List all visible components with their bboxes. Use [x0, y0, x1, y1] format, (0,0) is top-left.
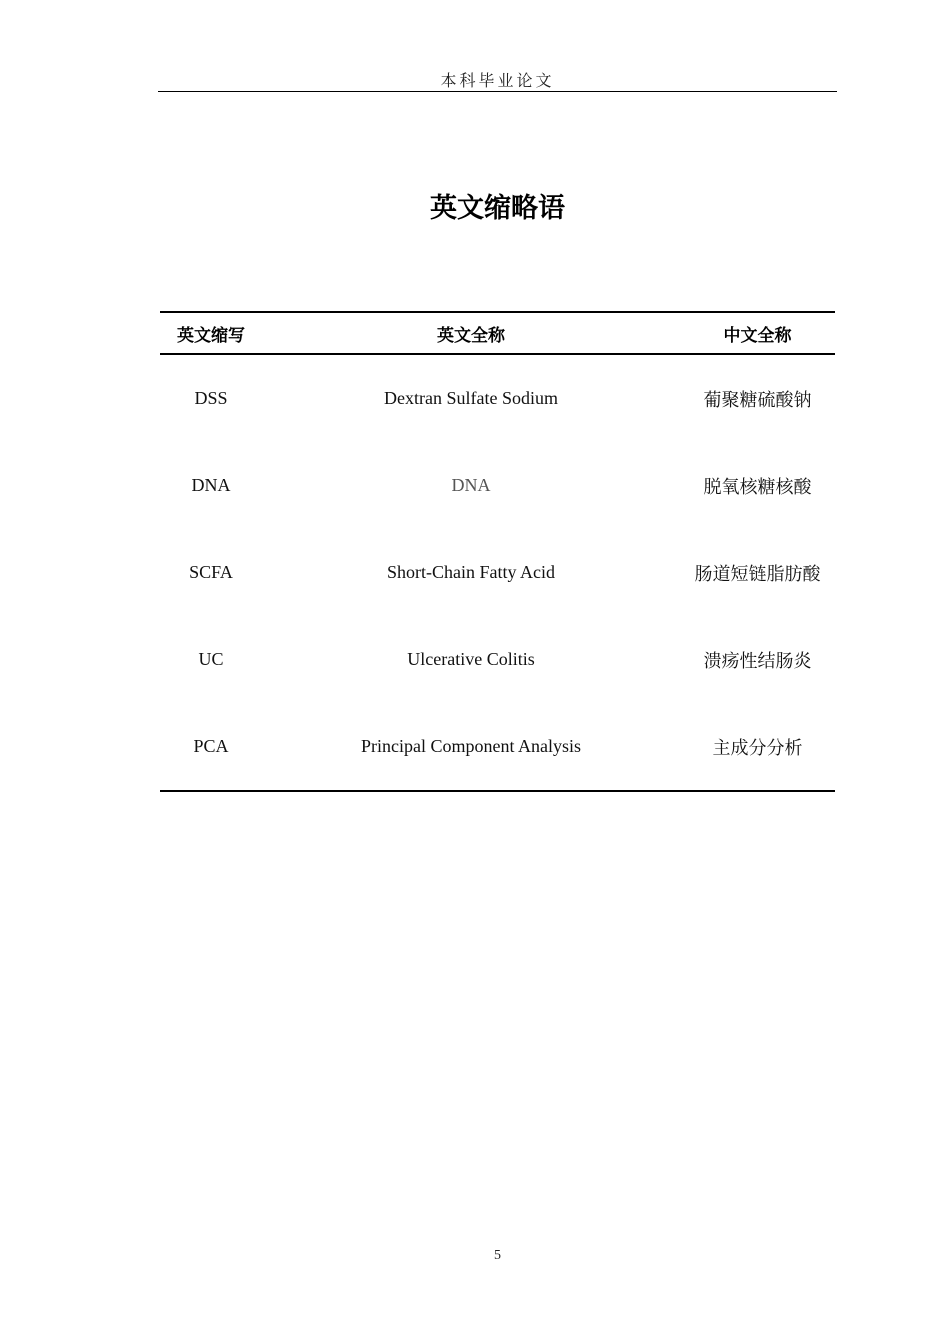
abbreviation-cell: UC: [198, 649, 224, 669]
column-header-abbreviation: 英文缩写: [160, 312, 262, 354]
english-name-cell: DNA: [451, 475, 491, 495]
chinese-name-cell: 溃疡性结肠炎: [703, 650, 812, 672]
chinese-name-cell: 脱氧核糖核酸: [703, 476, 812, 498]
page-number: 5: [494, 1248, 501, 1263]
abbreviation-cell: PCA: [193, 736, 229, 756]
column-header-chinese-full-name: 中文全称: [680, 312, 835, 354]
header-rule: [158, 91, 837, 92]
running-header: 本科毕业论文: [440, 71, 555, 90]
page-title: 英文缩略语: [430, 193, 565, 224]
column-header-english-full-name: 英文全称: [262, 312, 680, 354]
chinese-name-cell: 葡聚糖硫酸钠: [703, 389, 812, 411]
abbreviation-cell: DSS: [194, 388, 228, 408]
abbreviation-cell: SCFA: [189, 562, 233, 582]
abbreviation-cell: DNA: [191, 475, 231, 495]
english-name-cell: Principal Component Analysis: [361, 736, 581, 756]
english-name-cell: Ulcerative Colitis: [407, 649, 535, 669]
english-name-cell: Short-Chain Fatty Acid: [387, 562, 555, 582]
chinese-name-cell: 主成分分析: [712, 737, 803, 759]
table-header-row: [160, 312, 835, 354]
table-row: [160, 529, 835, 616]
chinese-name-cell: 肠道短链脂肪酸: [694, 563, 821, 585]
table-row: [160, 616, 835, 703]
english-name-cell: Dextran Sulfate Sodium: [384, 388, 558, 408]
table-row: [160, 442, 835, 529]
abbreviation-table: [160, 311, 835, 792]
table-row: [160, 703, 835, 791]
table-row: [160, 354, 835, 442]
